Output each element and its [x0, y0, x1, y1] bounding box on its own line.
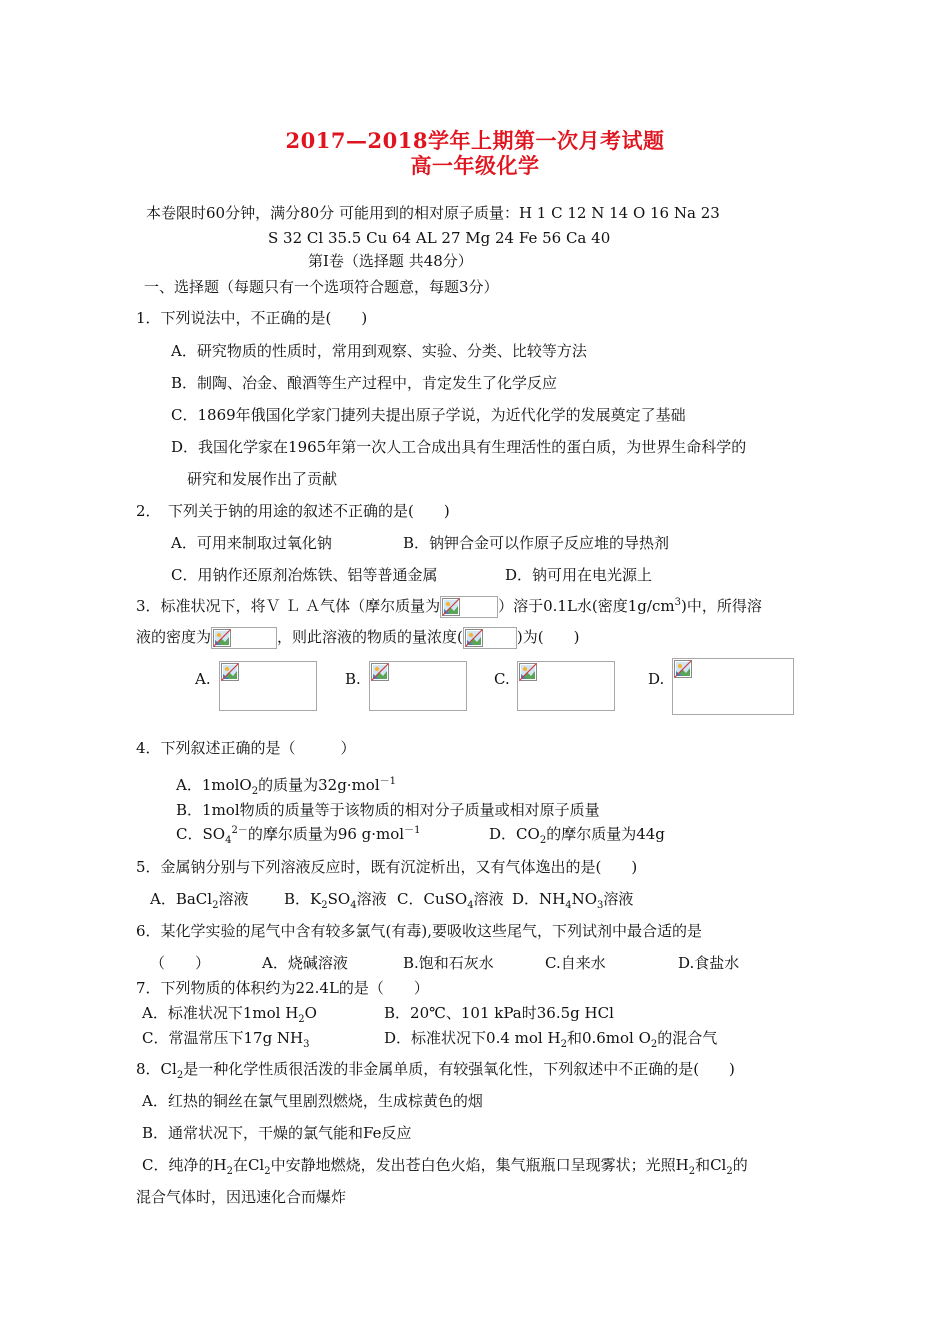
- q4-option-a: A．1molO$_2$的质量为32g·mol$^{-1}$: [176, 776, 396, 797]
- q7-option-d: D．标准状况下0.4 mol $H_2$和0.6mol $O_2$的混合气: [384, 1029, 718, 1050]
- q1-option-d-cont: 研究和发展作出了贡献: [187, 470, 338, 488]
- q2-option-a: A．可用来制取过氧化钠: [171, 534, 332, 552]
- q7-option-c: C．常温常压下17g $NH_3$: [142, 1029, 310, 1050]
- q6-option-d: D.食盐水: [678, 954, 740, 972]
- q7-stem: 7．下列物质的体积约为22.4L的是（ ）: [136, 979, 429, 997]
- q4-option-d: D．$CO_2$的摩尔质量为44g: [489, 825, 665, 846]
- section-heading: 一、选择题（每题只有一个选项符合题意，每题3分）: [144, 278, 499, 296]
- q1-option-b: B．制陶、冶金、酿酒等生产过程中，肯定发生了化学反应: [171, 374, 558, 392]
- q3-option-c-label: C.: [494, 670, 510, 688]
- q8-option-b: B．通常状况下，干燥的氯气能和Fe反应: [142, 1124, 412, 1142]
- q6-paren: （ ）: [150, 954, 211, 972]
- q5-option-a: A．BaCl$_2$溶液: [150, 890, 249, 911]
- intro-line-1: 本卷限时60分钟，满分80分 可能用到的相对原子质量：H 1 C 12 N 14 O 16 Na 23: [146, 204, 720, 222]
- q7-option-a: A．标准状况下1mol $H_2O$: [142, 1004, 317, 1025]
- broken-image-icon: [369, 661, 467, 711]
- exam-title: 2017—2018学年上期第一次月考试题: [285, 128, 665, 153]
- q4-option-b: B．1mol物质的质量等于该物质的相对分子质量或相对原子质量: [176, 801, 600, 819]
- q8-option-a: A．红热的铜丝在氯气里剧烈燃烧，生成棕黄色的烟: [142, 1092, 483, 1110]
- exam-subtitle: 高一年级化学: [410, 153, 540, 178]
- broken-image-icon: [211, 627, 277, 649]
- broken-image-icon: [672, 658, 794, 715]
- q3-option-d-label: D.: [648, 670, 665, 688]
- q6-stem: 6．某化学实验的尾气中含有较多氯气(有毒),要吸收这些尾气，下列试剂中最合适的是: [136, 922, 703, 940]
- q5-stem: 5．金属钠分别与下列溶液反应时，既有沉淀析出，又有气体逸出的是( ): [136, 858, 638, 876]
- q4-option-c: C．$SO_4^{2-}$的摩尔质量为96 g·mol$^{-1}$: [176, 825, 421, 846]
- q1-option-a: A．研究物质的性质时，常用到观察、实验、分类、比较等方法: [171, 342, 587, 360]
- broken-image-icon: [463, 627, 517, 649]
- q7-option-b: B．20℃、101 kPa时36.5g HCl: [384, 1004, 614, 1022]
- q2-option-d: D．钠可用在电光源上: [505, 566, 653, 584]
- broken-image-icon: [517, 661, 615, 711]
- broken-image-icon: [440, 596, 498, 618]
- q6-option-b: B.饱和石灰水: [403, 954, 494, 972]
- q6-option-a: A．烧碱溶液: [262, 954, 348, 972]
- q2-stem: 2． 下列关于钠的用途的叙述不正确的是( ): [136, 502, 450, 520]
- q4-stem: 4．下列叙述正确的是（ ）: [136, 739, 356, 757]
- q5-option-b: B．$K_2SO_4$溶液: [284, 890, 387, 911]
- q3-stem-line-1: 3．标准状况下，将Ｖ Ｌ Ａ气体（摩尔质量为 ）溶于0.1L水(密度$1g/cm^3$)中，所得溶: [136, 596, 762, 618]
- q5-option-c: C．CuSO$_4$溶液: [397, 890, 504, 911]
- q3-stem-line-2: 液的密度为 ，则此溶液的物质的量浓度( )为( ): [136, 627, 579, 649]
- q1-option-d: D．我国化学家在1965年第一次人工合成出具有生理活性的蛋白质，为世界生命科学的: [171, 438, 747, 456]
- q1-stem: 1．下列说法中，不正确的是( ): [136, 309, 368, 327]
- q2-option-c: C．用钠作还原剂冶炼铁、铝等普通金属: [171, 566, 438, 584]
- q8-option-c: C．纯净的$H_2$在$Cl_2$中安静地燃烧，发出苍白色火焰，集气瓶瓶口呈现雾状；光照$H_2$和$Cl_2$的: [142, 1156, 748, 1177]
- q6-option-c: C.自来水: [545, 954, 606, 972]
- intro-line-2: S 32 Cl 35.5 Cu 64 AL 27 Mg 24 Fe 56 Ca 40: [268, 229, 611, 247]
- q5-option-d: D．$NH_4NO_3$溶液: [512, 890, 634, 911]
- q8-option-c-cont: 混合气体时，因迅速化合而爆炸: [136, 1188, 347, 1206]
- q8-stem: 8．$Cl_2$是一种化学性质很活泼的非金属单质，有较强氧化性，下列叙述中不正确的是( ): [136, 1060, 735, 1081]
- q2-option-b: B．钠钾合金可以作原子反应堆的导热剂: [403, 534, 670, 552]
- q1-option-c: C．1869年俄国化学家门捷列夫提出原子学说，为近代化学的发展奠定了基础: [171, 406, 686, 424]
- q3-option-b-label: B.: [345, 670, 361, 688]
- q3-option-a-label: A.: [195, 670, 211, 688]
- part-heading: 第Ⅰ卷（选择题 共48分）: [308, 252, 473, 270]
- broken-image-icon: [219, 661, 317, 711]
